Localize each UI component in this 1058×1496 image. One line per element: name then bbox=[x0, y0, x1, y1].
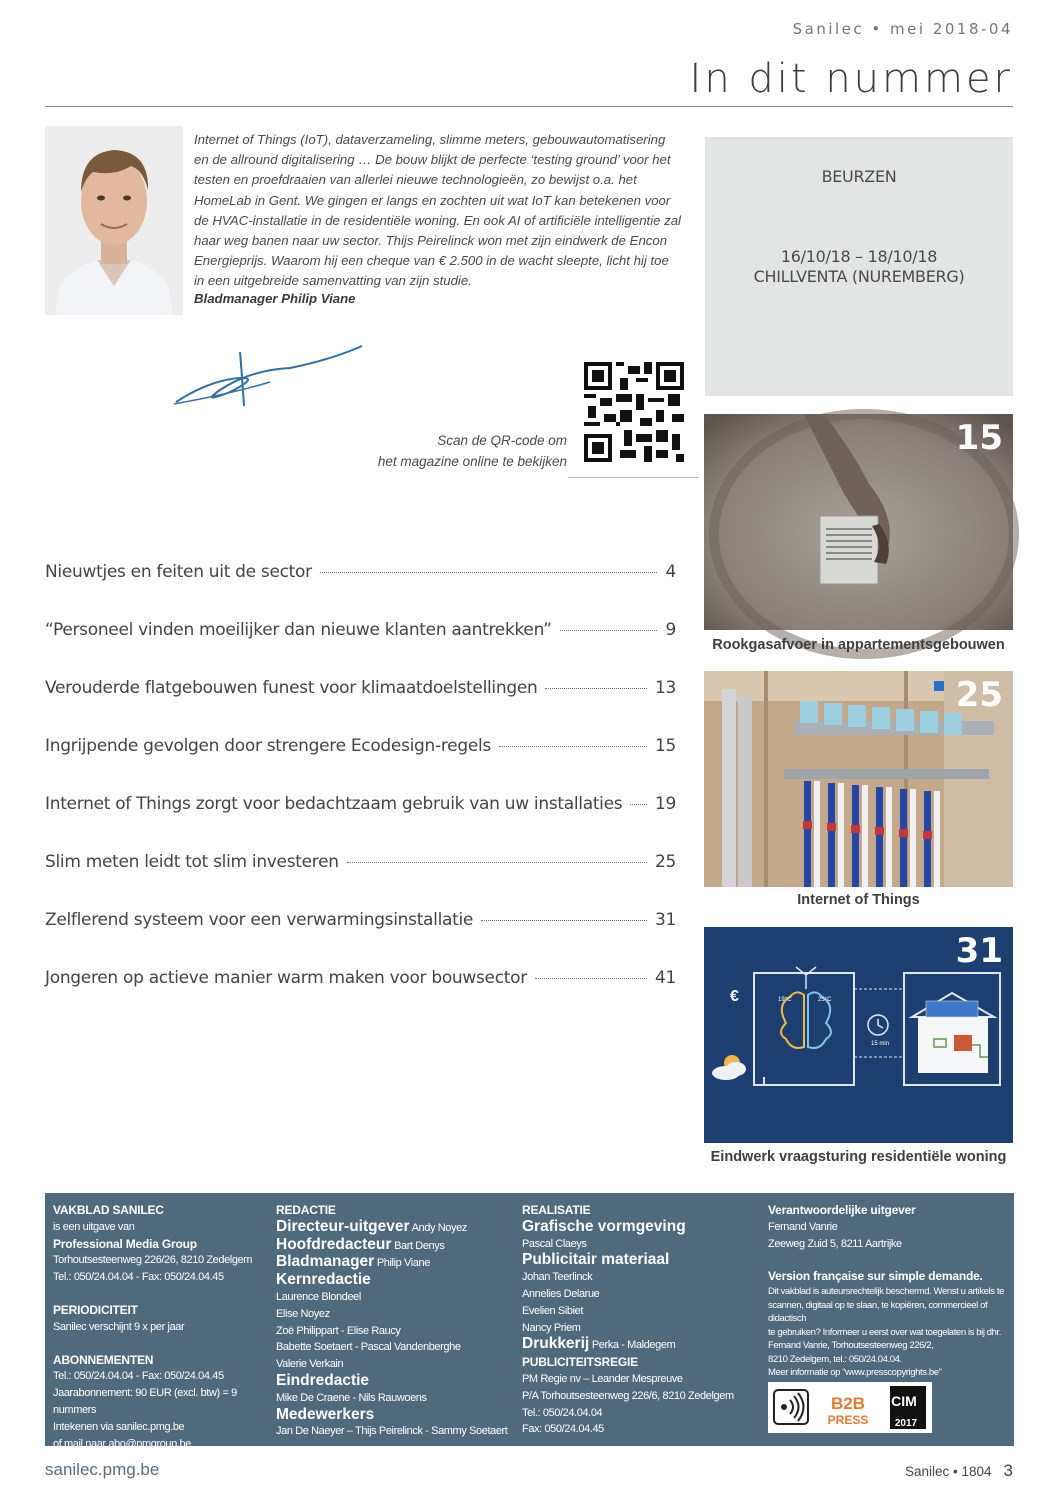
colophon-heading: Version française sur simple demande. bbox=[768, 1269, 983, 1284]
toc-page: 41 bbox=[654, 968, 676, 988]
temp-right-label: 25°C bbox=[818, 997, 832, 1003]
feature-caption: Eindwerk vraagsturing residentiële woning bbox=[710, 1149, 1007, 1165]
colophon-line: Fernand Vanrie bbox=[768, 1220, 838, 1233]
cim-logo-top: CIM bbox=[891, 1393, 917, 1409]
toc-leader bbox=[630, 804, 647, 805]
toc-title: Verouderde flatgebouwen funest voor klimaatdoelstellingen bbox=[45, 678, 538, 698]
issue-label: Sanilec • mei 2018-04 bbox=[792, 20, 1013, 38]
portrait-illustration bbox=[45, 126, 183, 315]
toc-leader bbox=[481, 920, 647, 921]
colophon-line: P/A Torhoutsesteenweg 226/6, 8210 Zedelgem bbox=[522, 1389, 734, 1402]
colophon-line: Jan De Naeyer – Thijs Peirelinck - Sammy Soetaert bbox=[276, 1425, 508, 1438]
colophon-line: Zeeweg Zuid 5, 8211 Aartrijke bbox=[768, 1237, 902, 1250]
toc-leader bbox=[499, 746, 647, 747]
beurzen-title: BEURZEN bbox=[821, 167, 897, 186]
colophon-line: Intekenen via sanilec.pmg.be bbox=[53, 1420, 185, 1433]
feature-image-15[interactable] bbox=[704, 414, 1013, 630]
toc-page: 31 bbox=[654, 910, 676, 930]
colophon-line: Nancy Priem bbox=[522, 1321, 581, 1334]
footer-issue-label: Sanilec • 1804 bbox=[904, 1464, 992, 1479]
colophon-column-uitgever bbox=[768, 1202, 1008, 1380]
temp-left-label: 19°C bbox=[778, 997, 792, 1003]
feature-caption: Rookgasafvoer in appartementsgebouwen bbox=[712, 637, 1005, 653]
toc-page: 13 bbox=[654, 678, 676, 698]
qr-caption-line1: Scan de QR-code om bbox=[437, 433, 567, 448]
toc-item[interactable] bbox=[45, 794, 676, 814]
toc-leader bbox=[545, 688, 647, 689]
toc-title: Slim meten leidt tot slim investeren bbox=[45, 852, 339, 872]
page-title: In dit nummer bbox=[689, 56, 1013, 102]
colophon-line: Tel.: 050/24.04.04 bbox=[522, 1406, 603, 1419]
colophon-role-label: Eindredactie bbox=[276, 1371, 370, 1389]
colophon-line: 8210 Zedelgem, tel.: 050/24.04.04. bbox=[768, 1353, 902, 1365]
footer-issue bbox=[905, 1461, 1013, 1481]
beurzen-box bbox=[705, 137, 1013, 396]
colophon-line: Pascal Claeys bbox=[522, 1237, 587, 1250]
colophon-line: Annelies Delarue bbox=[522, 1287, 600, 1300]
toc-page: 9 bbox=[665, 620, 676, 640]
colophon-heading: REDACTIE bbox=[276, 1203, 336, 1217]
colophon-line: of mail naar abo@pmgroup.be bbox=[53, 1437, 191, 1450]
colophon-heading: REALISATIE bbox=[522, 1203, 591, 1217]
b2b-logo-bottom: PRESS bbox=[827, 1413, 869, 1427]
colophon-role: Hoofdredacteur Bart Denys bbox=[276, 1235, 445, 1253]
colophon-line: Evelien Sibiet bbox=[522, 1304, 584, 1317]
colophon-heading: PERIODICITEIT bbox=[53, 1302, 138, 1317]
feature-number: 15 bbox=[955, 418, 1003, 458]
colophon-line: Babette Soetaert - Pascal Vandenberghe bbox=[276, 1341, 461, 1354]
colophon-heading: VAKBLAD SANILEC bbox=[53, 1203, 164, 1217]
colophon-line: PM Regie nv – Leander Mespreuve bbox=[522, 1372, 683, 1385]
editorial-text: Internet of Things (IoT), dataverzameling, slimme meters, gebouwautomatisering en de allround digitalisering … De bouw blijkt de perfecte ‘testing ground’ voor het testen en proefdraaien van allerlei nieuwe technologieën, zo bewijst o.a. het HomeLab in Gent. We gingen er langs en zochten uit wat IoT kan betekenen voor de HVAC-installatie in de residentiële woning. En ook AI of artificiële intelligentie zal haar weg banen naar uw sector. Thijs Peirelinck won met zijn eindwerk de Encon Energieprijs. Waarom hij een cheque van € 2.500 in de wacht sleepte, licht hij toe in een uitgebreide samenvatting van zijn studie. bbox=[194, 132, 681, 289]
toc-page: 25 bbox=[654, 852, 676, 872]
toc-page: 4 bbox=[665, 562, 676, 582]
colophon-line: is een uitgave van bbox=[53, 1220, 135, 1233]
colophon-line: scannen, digitaal op te slaan, te kopiëren, commercieel of didactisch bbox=[768, 1299, 988, 1325]
colophon-line: te gebruiken? Informeer u eerst over wat toegelaten is bij dhr. bbox=[768, 1326, 1002, 1338]
colophon-line: Fernand Vanrie, Torhoutsesteenweg 226/2, bbox=[768, 1340, 934, 1352]
colophon-line: Johan Teerlinck bbox=[522, 1271, 593, 1284]
qr-caption-line2: het magazine online te bekijken bbox=[377, 454, 567, 469]
euro-icon: € bbox=[730, 988, 739, 1005]
toc-item[interactable] bbox=[45, 852, 676, 872]
toc-item[interactable] bbox=[45, 968, 676, 988]
colophon-line: Valerie Verkain bbox=[276, 1358, 344, 1371]
toc-page: 15 bbox=[654, 736, 676, 756]
colophon-column-redactie bbox=[276, 1202, 516, 1440]
colophon-role-label: Medewerkers bbox=[276, 1405, 375, 1423]
colophon bbox=[45, 1193, 1014, 1450]
colophon-column-realisatie bbox=[522, 1202, 762, 1438]
colophon-line: Mike De Craene - Nils Rauwoens bbox=[276, 1391, 427, 1404]
colophon-role-label: Publicitair materiaal bbox=[522, 1251, 670, 1269]
toc-leader bbox=[535, 978, 647, 979]
colophon-line: Tel.: 050/24.04.04 - Fax: 050/24.04.45 bbox=[53, 1271, 224, 1284]
page-number: 3 bbox=[1003, 1461, 1013, 1480]
toc-item[interactable] bbox=[45, 910, 676, 930]
qr-caption bbox=[340, 430, 567, 472]
colophon-line: Dit vakblad is auteursrechtelijk beschermd. Wenst u artikels te bbox=[768, 1286, 1004, 1298]
colophon-line: Tel.: 050/24.04.04 - Fax: 050/24.04.45 bbox=[53, 1370, 224, 1383]
colophon-line: Professional Media Group bbox=[53, 1236, 197, 1251]
beurzen-date: 16/10/18 – 18/10/18 bbox=[780, 247, 938, 266]
colophon-line: Jaarabonnement: 90 EUR (excl. btw) = 9 nummers bbox=[53, 1387, 237, 1416]
editor-portrait bbox=[45, 126, 183, 315]
colophon-role: Bladmanager Philip Viane bbox=[276, 1253, 430, 1271]
toc-title: Ingrijpende gevolgen door strengere Ecodesign-regels bbox=[45, 736, 491, 756]
feature-caption: Internet of Things bbox=[797, 892, 920, 908]
colophon-line: Zoë Philippart - Elise Raucy bbox=[276, 1324, 401, 1337]
feature-image-31[interactable] bbox=[704, 927, 1013, 1143]
cim-logo-year: 2017 bbox=[894, 1418, 918, 1429]
qr-code-icon[interactable] bbox=[584, 362, 684, 462]
feature-image-25[interactable] bbox=[704, 671, 1013, 887]
signature-icon bbox=[170, 340, 370, 410]
toc-title: Internet of Things zorgt voor bedachtzaam gebruik van uw installaties bbox=[45, 794, 623, 814]
toc-leader bbox=[560, 630, 658, 631]
toc-title: “Personeel vinden moeilijker dan nieuwe klanten aantrekken” bbox=[45, 620, 552, 640]
feature-number: 31 bbox=[955, 931, 1003, 971]
toc-item[interactable] bbox=[45, 562, 676, 582]
toc-leader bbox=[347, 862, 647, 863]
beurzen-event: CHILLVENTA (NUREMBERG) bbox=[753, 267, 965, 286]
editorial-author: Bladmanager Philip Viane bbox=[194, 291, 356, 306]
toc-title: Zelflerend systeem voor een verwarmingsinstallatie bbox=[45, 910, 474, 930]
certification-logos bbox=[768, 1382, 932, 1433]
colophon-line: Laurence Blondeel bbox=[276, 1290, 361, 1303]
toc-title: Nieuwtjes en feiten uit de sector bbox=[45, 562, 312, 582]
toc-title: Jongeren op actieve manier warm maken voor bouwsector bbox=[45, 968, 527, 988]
colophon-line: Elise Noyez bbox=[276, 1307, 330, 1320]
cim-logo-side: CONTROLE bbox=[928, 1396, 933, 1420]
colophon-line: Torhoutsesteenweg 226/26, 8210 Zedelgem bbox=[53, 1254, 253, 1267]
colophon-role-label: Grafische vormgeving bbox=[522, 1217, 686, 1235]
feature-number: 25 bbox=[955, 675, 1003, 715]
toc-item[interactable] bbox=[45, 736, 676, 756]
colophon-line: Sanilec verschijnt 9 x per jaar bbox=[53, 1320, 185, 1333]
qr-divider bbox=[568, 477, 699, 478]
toc-item[interactable] bbox=[45, 678, 676, 698]
toc-leader bbox=[320, 572, 658, 573]
toc-item[interactable] bbox=[45, 620, 676, 640]
colophon-role: Directeur-uitgever Andy Noyez bbox=[276, 1217, 467, 1235]
footer-url[interactable]: sanilec.pmg.be bbox=[45, 1460, 160, 1479]
colophon-role-label: Kernredactie bbox=[276, 1271, 371, 1289]
toc-page: 19 bbox=[654, 794, 676, 814]
timer-label: 15 min bbox=[871, 1041, 890, 1047]
colophon-line: Meer informatie op “www.presscopyrights.be” bbox=[768, 1367, 942, 1379]
colophon-heading: ABONNEMENTEN bbox=[53, 1352, 154, 1367]
colophon-column-publisher bbox=[53, 1202, 273, 1452]
colophon-heading: PUBLICITEITSREGIE bbox=[522, 1355, 638, 1370]
colophon-heading: Verantwoordelijke uitgever bbox=[768, 1203, 916, 1217]
colophon-role: Drukkerij Perka - Maldegem bbox=[522, 1335, 676, 1353]
header-divider bbox=[45, 106, 1013, 107]
b2b-logo-top: B2B bbox=[830, 1394, 866, 1413]
logos-illustration bbox=[768, 1382, 932, 1433]
colophon-line: Fax: 050/24.04.45 bbox=[522, 1423, 604, 1436]
